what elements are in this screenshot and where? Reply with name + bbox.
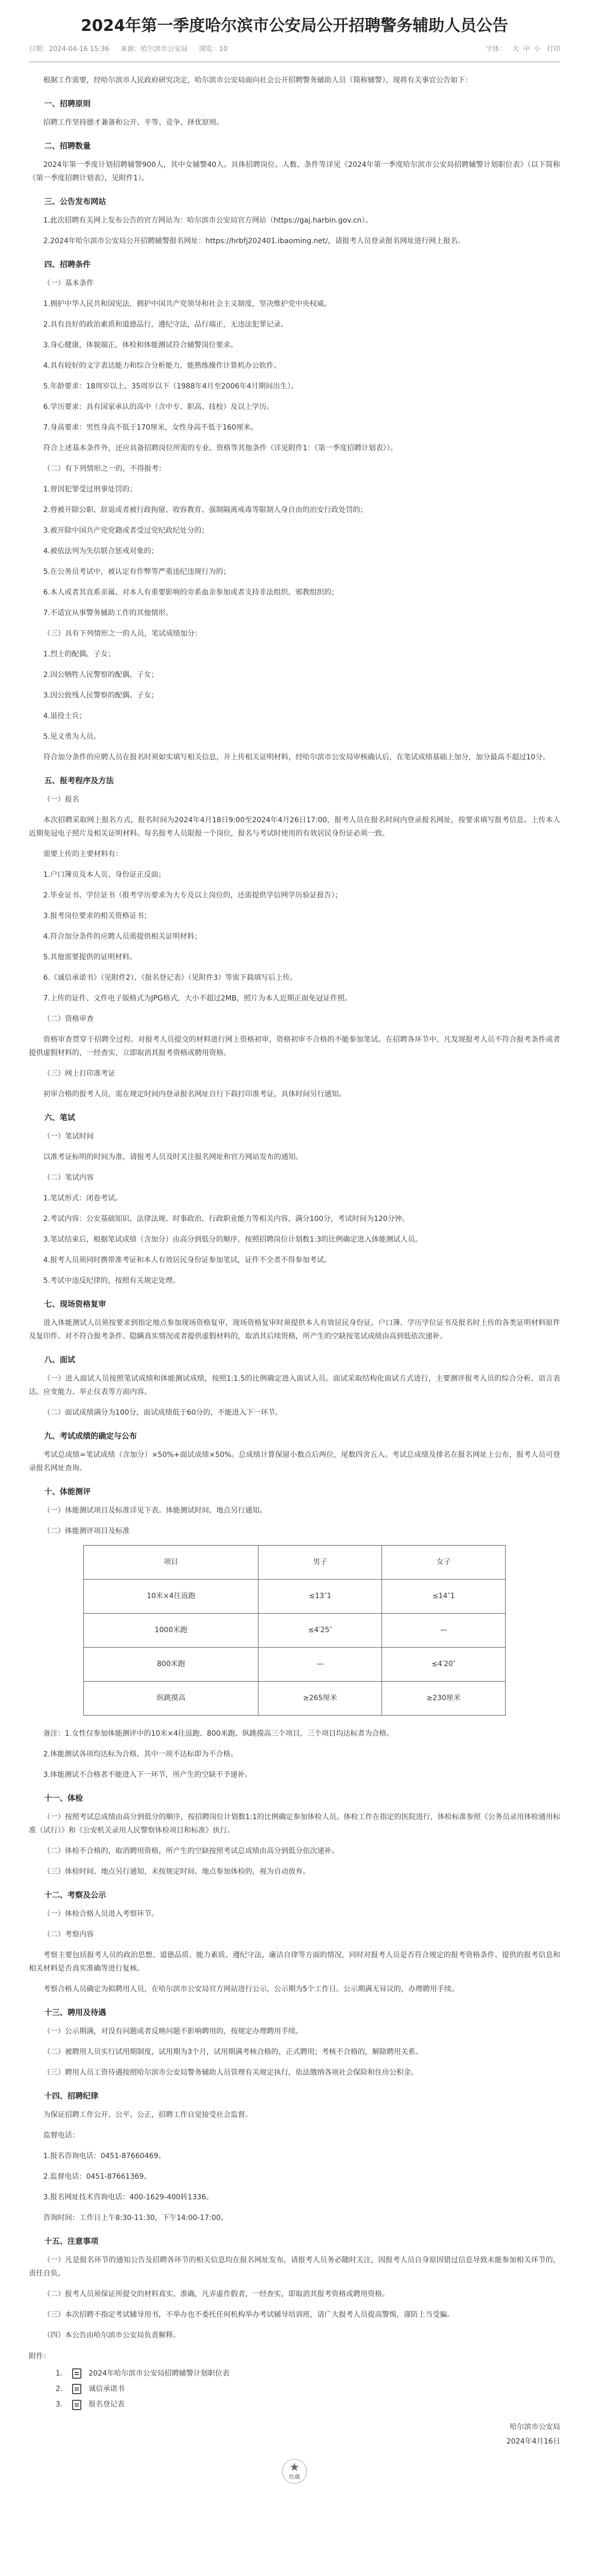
paragraph: （二）有下列情形之一的，不得报考： <box>43 464 166 473</box>
favorite-area <box>29 2459 560 2484</box>
paragraph: 符合加分条件的应聘人员在报名时须如实填写相关信息，并上传相关证明材料，经哈尔滨市公安局审核确认后，在笔试成绩基础上加分，加分最高不超过10分。 <box>43 753 550 761</box>
paragraph: （一）进入面试人员按照笔试成绩和体能测试成绩，按照1:1.5的比例确定进入面试人员。面试采取结构化面试方式进行，主要测评报考人员的综合分析、语言表达、应变能力、举止仪表等方面内容。 <box>29 1374 560 1396</box>
paragraph: 3.报名网址技术咨询电话：400-1629-400转1336。 <box>43 2193 214 2201</box>
paragraph: （一）基本条件 <box>43 279 94 287</box>
section-heading: 七、现场资格复审 <box>44 1299 107 1309</box>
paragraph: 根据工作需要，经哈尔滨市人民政府研究决定，哈尔滨市公安局面向社会公开招聘警务辅助人员（简称辅警），现将有关事宜公告如下： <box>43 76 472 84</box>
paragraph: （二）体检不合格的，取消聘用资格，所产生的空缺按照考试总成绩由高分到低分依次递补。 <box>43 1846 339 1855</box>
table-row <box>84 1647 506 1681</box>
page-title: 2024年第一季度哈尔滨市公安局公开招聘警务辅助人员公告 <box>80 16 509 35</box>
attachment-index: 1. <box>56 2369 63 2378</box>
paragraph: 4.报考人员须同时携带准考证和本人有效居民身份证参加笔试，证件不全者不得参加考试。 <box>43 1256 332 1264</box>
table-row <box>84 1579 506 1613</box>
paragraph: 考试总成绩=笔试成绩（含加分）×50%+面试成绩×50%。总成绩计算保留小数点后两位，尾数四舍五入。考试总成绩及排名在报名网址上公布，报考人员可登录报名网址查询。 <box>29 1450 560 1472</box>
table-cell: ≤13″1 <box>258 1579 382 1613</box>
paragraph: （一）体能测试项目及标准详见下表。体能测试时间、地点另行通知。 <box>43 1506 267 1515</box>
font-small-button[interactable]: 小 <box>533 45 541 53</box>
attachment-item[interactable] <box>56 2368 560 2379</box>
table-row <box>84 1681 506 1715</box>
section-heading: 十三、聘用及待遇 <box>44 2007 107 2017</box>
paragraph: 考察主要包括报考人员的政治思想、道德品质、能力素质、遵纪守法、廉洁自律等方面的情况，同时对报考人员是否符合规定的报考资格条件、提供的报考信息和相关材料是否真实准确等进行复核。 <box>29 1951 560 1973</box>
paragraph: （二）报考人员须保证所提交的材料真实、准确，凡弄虚作假者，一经查实，即取消其报考资格或聘用资格。 <box>43 2290 389 2298</box>
paragraph: 7.身高要求：男性身高不低于170厘米，女性身高不低于160厘米。 <box>43 423 258 432</box>
favorite-button[interactable] <box>282 2459 307 2484</box>
attachment-link[interactable]: 2024年哈尔滨市公安局招聘辅警计划职位表 <box>89 2369 230 2378</box>
table-cell: 800米跑 <box>84 1647 258 1681</box>
section-heading: 五、报考程序及方法 <box>44 775 114 785</box>
paragraph: 符合上述基本条件外，还应具备招聘岗位所需的专业、资格等其他条件（详见附件1：《第一季度招聘计划表》）。 <box>43 444 397 452</box>
paragraph: 本次招聘采取网上报名方式，报名时间为2024年4月18日9:00至2024年4月26日17:00，报考人员在报名时间内登录报名网址，按要求填写报考信息、上传本人近期免冠电子照片及相关证明材料。每名报考人员限报一个岗位，报名与考试时使用的有效居民身份证必须一致。 <box>29 816 560 838</box>
paragraph: （一）体检合格人员进入考察环节。 <box>43 1909 159 1918</box>
paragraph: （四）本公告由哈尔滨市公安局负责解释。 <box>43 2331 180 2340</box>
paragraph: 3.报考岗位要求的相关资格证书； <box>43 911 151 920</box>
paragraph: （二）资格审查 <box>43 1014 94 1023</box>
table-header-cell: 男子 <box>258 1545 382 1579</box>
paragraph: 招聘工作坚持德才兼备和公开、平等、竞争、择优原则。 <box>43 118 223 127</box>
attachments-label: 附件： <box>29 2352 50 2361</box>
source: 来源：哈尔滨市公安局 <box>120 45 188 53</box>
meta-info <box>29 44 237 55</box>
table-row <box>84 1613 506 1647</box>
article-meta <box>29 44 560 62</box>
paragraph: （一）按照考试总成绩由高分到低分的顺序，按招聘岗位计划数1:1的比例确定参加体检人员。体检工作在指定的医院进行，体检标准参照《公务员录用体检通用标准（试行）》和《公安机关录用人民警察体检项目和标准》执行。 <box>29 1812 560 1835</box>
section-heading: 九、考试成绩的确定与公布 <box>44 1431 137 1440</box>
document-icon <box>72 2384 81 2394</box>
paragraph: （一）凡是报名环节的通知公告及招聘各环节的相关信息均在报名网址发布，请报考人员务必随时关注，因报考人员自身原因错过信息导致未能参加相关环节的，责任自负。 <box>29 2256 560 2278</box>
table-cell: 1000米跑 <box>84 1613 258 1647</box>
paragraph: 进入体能测试人员须按要求到指定地点参加现场资格复审，现场资格复审时须提供本人有效居民身份证、户口簿、学历学位证书及报名时上传的各类证明材料原件及复印件。对不符合报考条件、隐瞒真实情况或者提供虚假材料的，取消其后续资格，所产生的空缺按笔试成绩由高到低依次递补。 <box>29 1318 560 1341</box>
font-size-controls <box>511 44 542 55</box>
paragraph: 1.此次招聘有关网上发布公告的官方网站为：哈尔滨市公安局官方网站（https://gaj.harbin.gov.cn）。 <box>43 216 373 225</box>
section-heading: 十、体能测评 <box>44 1486 91 1496</box>
paragraph: 2.考试内容：公安基础知识、法律法规、时事政治、行政职业能力等相关内容，满分100分，考试时间为120分钟。 <box>43 1214 409 1223</box>
meta-tools <box>486 44 560 55</box>
attachment-index: 2. <box>56 2385 63 2394</box>
signature-date: 2024年4月16日 <box>506 2437 560 2446</box>
section-heading: 一、招聘原则 <box>44 98 91 108</box>
paragraph: 5.其他需要提供的证明材料。 <box>43 953 137 961</box>
paragraph: 7.不适宜从事警务辅助工作的其他情形。 <box>43 608 173 617</box>
paragraph: （二）笔试内容 <box>43 1173 94 1182</box>
paragraph: 4.具有较好的文字表达能力和综合分析能力，能熟练操作计算机办公软件。 <box>43 361 281 370</box>
paragraph: 备注：1.女性仅参加体能测评中的10米×4往返跑、800米跑、纵跳摸高三个项目，三个项目均达标者为合格。 <box>43 1729 394 1738</box>
paragraph: （二）体能测评项目及标准 <box>43 1527 130 1535</box>
section-heading: 三、公告发布网站 <box>44 196 107 206</box>
font-size-label: 字体： <box>486 45 506 53</box>
paragraph: 5.考试中违反纪律的，按照有关规定处理。 <box>43 1276 180 1285</box>
view-count: 浏览：10 <box>199 45 228 53</box>
paragraph: 3.被开除中国共产党党籍或者受过党纪政纪处分的； <box>43 526 209 535</box>
article-body <box>29 74 560 1538</box>
paragraph: （二）被聘用人员实行试用期制度，试用期为3个月，试用期满考核合格的，正式聘用；考核不合格的，解除聘用关系。 <box>43 2047 423 2056</box>
paragraph: 资格审查贯穿于招聘全过程。对报考人员提交的材料进行网上资格初审，资格初审不合格的不能参加笔试。在招聘各环节中，凡发现报考人员不符合报考条件或者提供虚假材料的，一经查实，立即取消其报考资格或聘用资格。 <box>29 1035 560 1057</box>
table-cell: — <box>258 1647 382 1681</box>
paragraph: 6.《诚信承诺书》（见附件2）、《报名登记表》（见附件3）等需下载填写后上传。 <box>43 973 298 982</box>
paragraph: 5.见义勇为人员。 <box>43 732 101 741</box>
table-cell: ≤14″1 <box>382 1579 506 1613</box>
attachment-item[interactable] <box>56 2383 560 2395</box>
paragraph: （一）笔试时间 <box>43 1132 94 1141</box>
table-cell: ≤4′20″ <box>382 1647 506 1681</box>
paragraph: 6.学历要求：具有国家承认的高中（含中专、职高、技校）及以上学历。 <box>43 402 274 411</box>
favorite-label: 收藏 <box>289 2473 300 2480</box>
table-header-cell: 女子 <box>382 1545 506 1579</box>
paragraph: （一）公示期满，对没有问题或者反映问题不影响聘用的，按规定办理聘用手续。 <box>43 2027 303 2036</box>
section-heading: 四、招聘条件 <box>44 259 91 269</box>
paragraph: 2.监督电话：0451-87661369。 <box>43 2172 151 2181</box>
paragraph: 2.2024年哈尔滨市公安局公开招聘辅警报名网址：https://hrbfj202401.ibaoming.net/，请报考人员登录报名网址进行网上报名。 <box>43 236 465 245</box>
section-heading: 十四、招聘纪律 <box>44 2091 99 2100</box>
paragraph: （三）具有下列情形之一的人员，笔试成绩加分： <box>43 629 202 638</box>
attachment-link[interactable]: 报名登记表 <box>89 2400 125 2409</box>
paragraph: 4.被依法列为失信联合惩戒对象的； <box>43 547 159 555</box>
paragraph: 2024年第一季度计划招聘辅警900人，其中女辅警40人。具体招聘岗位、人数、条件等详见《2024年第一季度哈尔滨市公安局招聘辅警计划职位表》（以下简称《第一季度招聘计划表》，见附件1）。 <box>29 160 560 182</box>
signature <box>29 2420 560 2449</box>
table-cell: ≥265厘米 <box>258 1681 382 1715</box>
section-heading: 二、招聘数量 <box>44 141 91 150</box>
publish-date: 日期：2024-04-16 15:36 <box>29 45 110 53</box>
paragraph: 监督电话： <box>43 2131 79 2140</box>
section-heading: 十五、注意事项 <box>44 2236 99 2246</box>
table-header-row <box>84 1545 506 1579</box>
paragraph: 以准考证标明的时间为准，请报考人员及时关注报名网址和官方网站发布的通知。 <box>43 1153 303 1161</box>
document-icon <box>72 2368 81 2379</box>
paragraph: 5.在公务员考试中，被认定有作弊等严重违纪违规行为的； <box>43 567 231 576</box>
section-heading: 八、面试 <box>44 1354 76 1364</box>
paragraph: 2.曾被开除公职、辞退或者被行政拘留、收容教育、强制隔离戒毒等限制人身自由的治安行政处罚的； <box>43 505 368 514</box>
paragraph: 4.符合加分条件的应聘人员需提供相关证明材料； <box>43 932 202 941</box>
font-medium-button[interactable]: 中 <box>523 45 530 53</box>
paragraph: 2.具有良好的政治素质和道德品行，遵纪守法，品行端正，无违法犯罪记录。 <box>43 320 288 329</box>
signature-org: 哈尔滨市公安局 <box>510 2422 560 2431</box>
paragraph: 2.因公牺牲人民警察的配偶、子女； <box>43 670 159 679</box>
font-large-button[interactable]: 大 <box>512 45 519 53</box>
table-cell: ≤4′25″ <box>258 1613 382 1647</box>
paragraph: 3.体能测试不合格者不能进入下一环节，所产生的空缺不予递补。 <box>43 1770 252 1779</box>
table-cell: 10米×4往返跑 <box>84 1579 258 1613</box>
paragraph: 3.笔试结束后，根据笔试成绩（含加分）由高分到低分的顺序，按照招聘岗位计划数1:3的比例确定进入体能测试人员。 <box>43 1235 422 1244</box>
paragraph: 1.烈士的配偶、子女； <box>43 650 115 658</box>
paragraph: 3.因公致残人民警察的配偶、子女； <box>43 691 159 700</box>
paragraph: 4.退役士兵； <box>43 711 86 720</box>
paragraph: 1.拥护中华人民共和国宪法，拥护中国共产党领导和社会主义制度，坚决维护党中央权威。 <box>43 299 332 308</box>
article-body-continued <box>29 1727 560 2342</box>
paragraph: 5.年龄要求：18周岁以上、35周岁以下（1988年4月至2006年4月期间出生）。 <box>43 382 299 391</box>
paragraph: 为保证招聘工作公开、公平、公正，招聘工作自觉接受社会监督。 <box>43 2110 252 2119</box>
attachments <box>29 2349 560 2411</box>
paragraph: 1.户口簿页及本人页、身份证正反面； <box>43 870 166 879</box>
table-cell: 纵跳摸高 <box>84 1681 258 1715</box>
paragraph: 1.报名咨询电话：0451-87660469。 <box>43 2151 166 2160</box>
table-cell: ≥230厘米 <box>382 1681 506 1715</box>
paragraph: （三）聘用人员工资待遇按照哈尔滨市公安局警务辅助人员管理有关规定执行，依法缴纳各项社会保险和住房公积金。 <box>43 2068 418 2077</box>
attachment-link[interactable]: 诚信承诺书 <box>89 2385 125 2394</box>
paragraph: （三）本次招聘不指定考试辅导用书，不举办也不委托任何机构举办考试辅导培训班，请广大报考人员提高警惕，谨防上当受骗。 <box>43 2310 454 2319</box>
paragraph: 初审合格的报考人员，需在规定时间内登录报名网址自行下载打印准考证，具体时间另行通知。 <box>43 1090 346 1098</box>
paragraph: 2.毕业证书、学位证书（报考学历要求为大专及以上岗位的，还需提供学信网学历验证报告）； <box>43 891 342 900</box>
print-button[interactable]: 打印 <box>546 45 560 53</box>
table-cell: — <box>382 1613 506 1647</box>
section-heading: 十二、考察及公示 <box>44 1890 107 1900</box>
paragraph: （二）考察内容 <box>43 1930 94 1939</box>
paragraph: 1.笔试形式：闭卷考试。 <box>43 1194 123 1202</box>
paragraph: 咨询时间：工作日上午8:30-11:30，下午14:00-17:00。 <box>43 2213 228 2222</box>
attachment-index: 3. <box>56 2400 63 2409</box>
star-icon: ★ <box>289 2461 300 2474</box>
table-header-cell: 项目 <box>84 1545 258 1579</box>
paragraph: （三）体检时间、地点另行通知，未按规定时间、地点参加体检的，视为自动放弃。 <box>43 1867 310 1876</box>
paragraph: （三）网上打印准考证 <box>43 1069 115 1078</box>
paragraph: 考察合格人员确定为拟聘用人员，在哈尔滨市公安局官方网站进行公示，公示期为5个工作日。公示期满无异议的，办理聘用手续。 <box>43 1985 459 1993</box>
document-icon <box>72 2400 81 2410</box>
attachment-item[interactable] <box>56 2399 560 2410</box>
paragraph: 2.体能测试各项均达标为合格，其中一项不达标即为不合格。 <box>43 1750 238 1758</box>
paragraph: （一）报名 <box>43 795 79 804</box>
paragraph: 6.本人或者其直系亲属、对本人有重要影响的旁系血亲参加或者支持非法组织、邪教组织的； <box>43 588 339 597</box>
section-heading: 六、笔试 <box>44 1112 76 1122</box>
paragraph: 3.身心健康，体貌端正，体检和体能测试符合辅警岗位要求。 <box>43 341 238 349</box>
fitness-standard-table <box>83 1545 506 1716</box>
paragraph: （二）面试成绩满分为100分，面试成绩低于60分的，不能进入下一环节。 <box>43 1408 283 1417</box>
section-heading: 十一、体检 <box>44 1793 83 1803</box>
paragraph: 1.曾因犯罪受过刑事处罚的； <box>43 485 137 494</box>
paragraph: 7.上传的证件、文件电子版格式为JPG格式，大小不超过2MB，照片为本人近期正面免冠证件照。 <box>43 994 352 1003</box>
paragraph: 需要上传的主要材料有： <box>43 850 123 858</box>
